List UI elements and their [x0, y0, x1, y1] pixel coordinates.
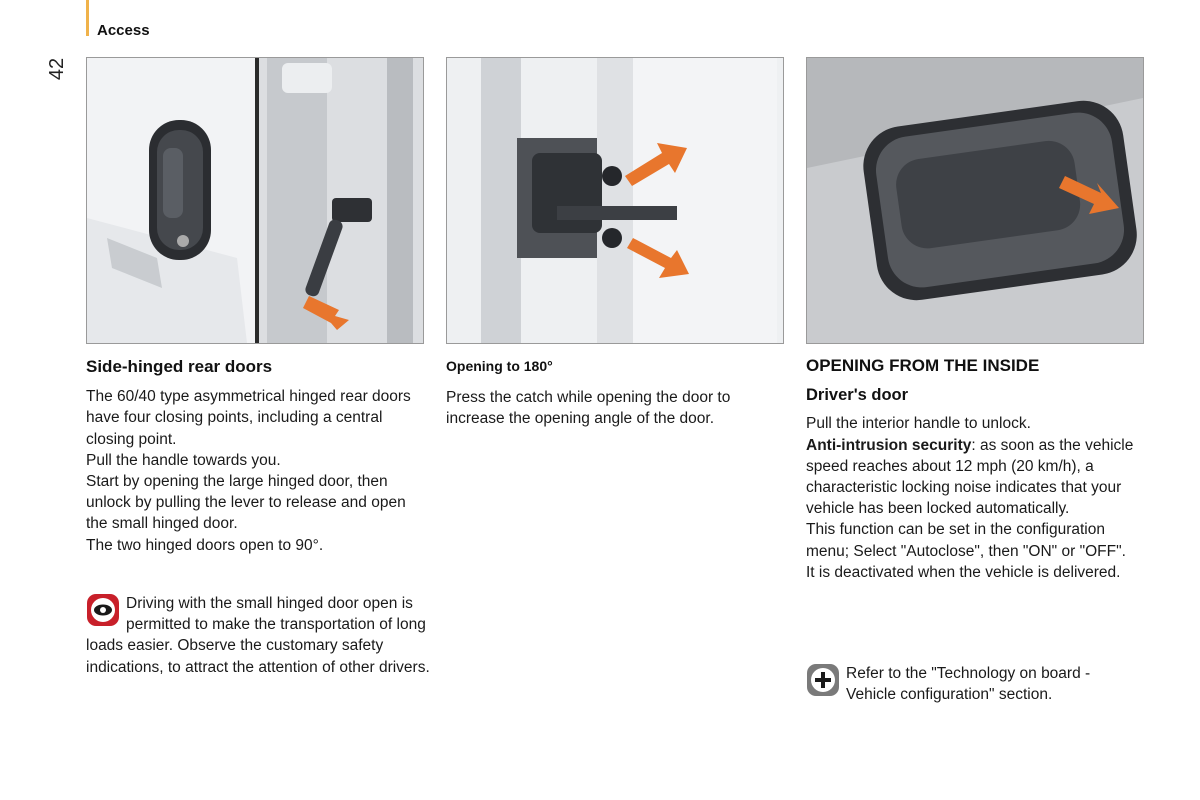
- page-number: 42: [46, 57, 68, 81]
- info-note: [806, 663, 1142, 705]
- figure-interior-handle: [806, 57, 1144, 344]
- eye-warning-icon: [86, 593, 120, 627]
- anti-intrusion-text: : as soon as the vehicle speed reaches about 12 mph (20 km/h), a characteristic locking noise indicates that your vehicle has been locked automatically.: [806, 436, 1134, 518]
- info-note-text: Refer to the "Technology on board - Vehicle configuration" section.: [846, 665, 1091, 704]
- plus-info-icon: [806, 663, 840, 697]
- right-paragraph: This function can be set in the configuration menu; Select "Autoclose", then "ON" or "OFF".: [806, 521, 1126, 560]
- middle-column: [446, 356, 776, 430]
- right-paragraph: Pull the interior handle to unlock.: [806, 415, 1031, 433]
- left-paragraph: The 60/40 type asymmetrical hinged rear doors have four closing points, including a central closing point.: [86, 388, 411, 448]
- warning-note: [86, 593, 431, 678]
- warning-note-text: Driving with the small hinged door open is permitted to make the transportation of long loads easier. Observe the customary safety indications, to attract the attention of other drivers.: [86, 595, 430, 676]
- right-subtitle: Driver's door: [806, 386, 909, 405]
- anti-intrusion-paragraph: [806, 435, 1146, 520]
- left-column: [86, 356, 431, 556]
- middle-title: Opening to 180°: [446, 358, 553, 374]
- figure-rear-door-handle: [86, 57, 424, 344]
- right-title: OPENING FROM THE INSIDE: [806, 356, 1040, 375]
- middle-paragraph: Press the catch while opening the door to increase the opening angle of the door.: [446, 389, 731, 428]
- left-paragraph: Pull the handle towards you.: [86, 451, 281, 469]
- left-paragraph: The two hinged doors open to 90°.: [86, 536, 324, 554]
- left-paragraph: Start by opening the large hinged door, then unlock by pulling the lever to release and open the small hinged door.: [86, 473, 406, 533]
- section-label: Access: [97, 22, 150, 39]
- figure-hinge-catch: [446, 57, 784, 344]
- accent-bar: [86, 0, 89, 36]
- left-title: Side-hinged rear doors: [86, 357, 273, 376]
- anti-intrusion-label: Anti-intrusion security: [806, 436, 972, 454]
- right-paragraph: It is deactivated when the vehicle is delivered.: [806, 563, 1121, 581]
- right-column: [806, 355, 1146, 583]
